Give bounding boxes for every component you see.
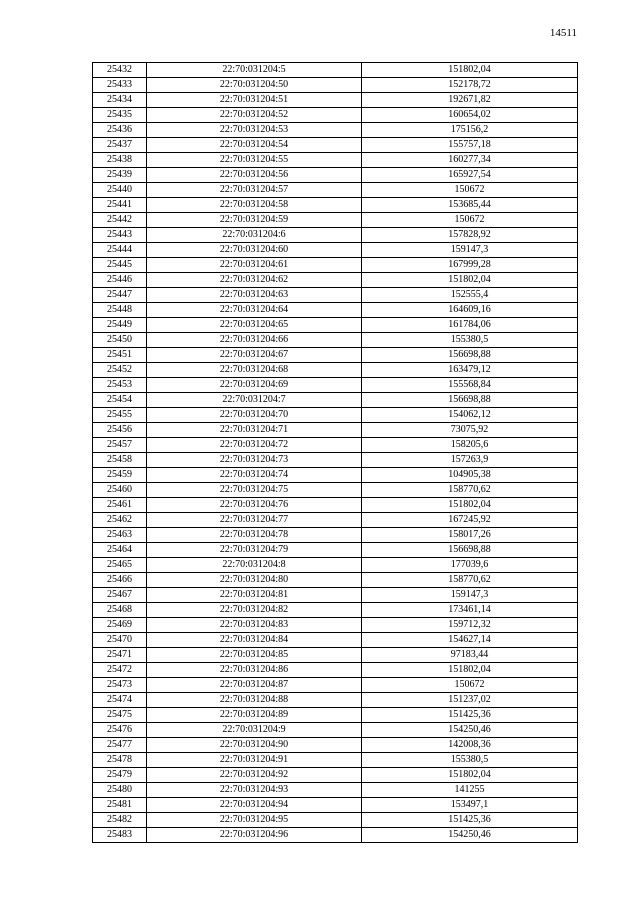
row-number-cell: 25454: [93, 393, 147, 408]
table-row: [93, 303, 578, 318]
cadastral-number-cell: 22:70:031204:71: [147, 423, 362, 438]
cadastral-number-cell: 22:70:031204:53: [147, 123, 362, 138]
table-row: [93, 768, 578, 783]
row-number-cell: 25462: [93, 513, 147, 528]
row-number-cell: 25443: [93, 228, 147, 243]
cadastral-value-cell: 150672: [362, 183, 578, 198]
table-row: [93, 258, 578, 273]
table-row: [93, 678, 578, 693]
cadastral-value-cell: 157263,9: [362, 453, 578, 468]
row-number-cell: 25478: [93, 753, 147, 768]
cadastral-value-cell: 158017,26: [362, 528, 578, 543]
cadastral-value-cell: 150672: [362, 678, 578, 693]
cadastral-value-cell: 155380,5: [362, 753, 578, 768]
row-number-cell: 25452: [93, 363, 147, 378]
row-number-cell: 25473: [93, 678, 147, 693]
table-row: [93, 318, 578, 333]
cadastral-value-cell: 155568,84: [362, 378, 578, 393]
cadastral-value-cell: 154627,14: [362, 633, 578, 648]
table-row: [93, 153, 578, 168]
row-number-cell: 25461: [93, 498, 147, 513]
cadastral-number-cell: 22:70:031204:85: [147, 648, 362, 663]
row-number-cell: 25444: [93, 243, 147, 258]
cadastral-number-cell: 22:70:031204:89: [147, 708, 362, 723]
cadastral-value-cell: 151237,02: [362, 693, 578, 708]
cadastral-value-cell: 173461,14: [362, 603, 578, 618]
table-row: [93, 468, 578, 483]
table-row: [93, 483, 578, 498]
cadastral-number-cell: 22:70:031204:78: [147, 528, 362, 543]
cadastral-value-cell: 158770,62: [362, 483, 578, 498]
cadastral-number-cell: 22:70:031204:9: [147, 723, 362, 738]
cadastral-number-cell: 22:70:031204:88: [147, 693, 362, 708]
table-row: [93, 528, 578, 543]
cadastral-number-cell: 22:70:031204:7: [147, 393, 362, 408]
table-row: [93, 648, 578, 663]
row-number-cell: 25479: [93, 768, 147, 783]
cadastral-number-cell: 22:70:031204:52: [147, 108, 362, 123]
table-row: [93, 198, 578, 213]
cadastral-number-cell: 22:70:031204:86: [147, 663, 362, 678]
cadastral-value-cell: 155757,18: [362, 138, 578, 153]
row-number-cell: 25463: [93, 528, 147, 543]
cadastral-number-cell: 22:70:031204:87: [147, 678, 362, 693]
table-row: [93, 543, 578, 558]
cadastral-value-cell: 151802,04: [362, 768, 578, 783]
table-row: [93, 333, 578, 348]
cadastral-value-cell: 152178,72: [362, 78, 578, 93]
table-row: [93, 618, 578, 633]
table-row: [93, 288, 578, 303]
row-number-cell: 25436: [93, 123, 147, 138]
row-number-cell: 25475: [93, 708, 147, 723]
table-row: [93, 393, 578, 408]
row-number-cell: 25459: [93, 468, 147, 483]
cadastral-value-cell: 163479,12: [362, 363, 578, 378]
table-row: [93, 63, 578, 78]
cadastral-value-cell: 160277,34: [362, 153, 578, 168]
cadastral-number-cell: 22:70:031204:59: [147, 213, 362, 228]
cadastral-value-cell: 73075,92: [362, 423, 578, 438]
row-number-cell: 25432: [93, 63, 147, 78]
cadastral-number-cell: 22:70:031204:76: [147, 498, 362, 513]
row-number-cell: 25448: [93, 303, 147, 318]
cadastral-number-cell: 22:70:031204:5: [147, 63, 362, 78]
table-row: [93, 228, 578, 243]
row-number-cell: 25472: [93, 663, 147, 678]
table-row: [93, 78, 578, 93]
cadastral-value-cell: 167999,28: [362, 258, 578, 273]
table-row: [93, 693, 578, 708]
cadastral-number-cell: 22:70:031204:74: [147, 468, 362, 483]
table-row: [93, 168, 578, 183]
cadastral-value-cell: 161784,06: [362, 318, 578, 333]
table-row: [93, 243, 578, 258]
row-number-cell: 25480: [93, 783, 147, 798]
table-row: [93, 708, 578, 723]
table-row: [93, 453, 578, 468]
cadastral-value-cell: 154250,46: [362, 723, 578, 738]
cadastral-number-cell: 22:70:031204:82: [147, 603, 362, 618]
cadastral-value-cell: 160654,02: [362, 108, 578, 123]
row-number-cell: 25437: [93, 138, 147, 153]
table-row: [93, 663, 578, 678]
table-row: [93, 273, 578, 288]
cadastral-number-cell: 22:70:031204:50: [147, 78, 362, 93]
row-number-cell: 25464: [93, 543, 147, 558]
cadastral-number-cell: 22:70:031204:56: [147, 168, 362, 183]
cadastral-value-cell: 153497,1: [362, 798, 578, 813]
cadastral-number-cell: 22:70:031204:72: [147, 438, 362, 453]
table-row: [93, 738, 578, 753]
row-number-cell: 25457: [93, 438, 147, 453]
row-number-cell: 25477: [93, 738, 147, 753]
cadastral-number-cell: 22:70:031204:79: [147, 543, 362, 558]
cadastral-value-cell: 156698,88: [362, 348, 578, 363]
cadastral-number-cell: 22:70:031204:70: [147, 408, 362, 423]
table-row: [93, 408, 578, 423]
row-number-cell: 25438: [93, 153, 147, 168]
table-row: [93, 633, 578, 648]
cadastral-value-cell: 151802,04: [362, 663, 578, 678]
table-row: [93, 513, 578, 528]
table-row: [93, 123, 578, 138]
cadastral-value-cell: 158770,62: [362, 573, 578, 588]
table-row: [93, 558, 578, 573]
cadastral-value-cell: 142008,36: [362, 738, 578, 753]
row-number-cell: 25451: [93, 348, 147, 363]
cadastral-value-cell: 97183,44: [362, 648, 578, 663]
row-number-cell: 25468: [93, 603, 147, 618]
cadastral-value-cell: 151802,04: [362, 498, 578, 513]
cadastral-number-cell: 22:70:031204:93: [147, 783, 362, 798]
table-row: [93, 723, 578, 738]
table-row: [93, 438, 578, 453]
cadastral-value-cell: 151425,36: [362, 708, 578, 723]
cadastral-number-cell: 22:70:031204:6: [147, 228, 362, 243]
cadastral-number-cell: 22:70:031204:54: [147, 138, 362, 153]
row-number-cell: 25469: [93, 618, 147, 633]
table-row: [93, 378, 578, 393]
table-row: [93, 603, 578, 618]
cadastral-value-cell: 156698,88: [362, 543, 578, 558]
cadastral-number-cell: 22:70:031204:61: [147, 258, 362, 273]
table-row: [93, 498, 578, 513]
row-number-cell: 25441: [93, 198, 147, 213]
row-number-cell: 25483: [93, 828, 147, 843]
cadastral-number-cell: 22:70:031204:69: [147, 378, 362, 393]
table-body: [93, 63, 578, 843]
cadastral-value-cell: 177039,6: [362, 558, 578, 573]
cadastral-number-cell: 22:70:031204:95: [147, 813, 362, 828]
cadastral-number-cell: 22:70:031204:8: [147, 558, 362, 573]
cadastral-number-cell: 22:70:031204:94: [147, 798, 362, 813]
cadastral-number-cell: 22:70:031204:57: [147, 183, 362, 198]
cadastral-value-cell: 158205,6: [362, 438, 578, 453]
table-row: [93, 753, 578, 768]
cadastral-value-cell: 157828,92: [362, 228, 578, 243]
cadastral-value-cell: 159712,32: [362, 618, 578, 633]
table-row: [93, 348, 578, 363]
cadastral-number-cell: 22:70:031204:64: [147, 303, 362, 318]
row-number-cell: 25482: [93, 813, 147, 828]
cadastral-number-cell: 22:70:031204:91: [147, 753, 362, 768]
row-number-cell: 25446: [93, 273, 147, 288]
cadastral-value-cell: 156698,88: [362, 393, 578, 408]
cadastral-value-cell: 165927,54: [362, 168, 578, 183]
cadastral-number-cell: 22:70:031204:81: [147, 588, 362, 603]
cadastral-number-cell: 22:70:031204:90: [147, 738, 362, 753]
row-number-cell: 25476: [93, 723, 147, 738]
row-number-cell: 25433: [93, 78, 147, 93]
row-number-cell: 25456: [93, 423, 147, 438]
cadastral-value-cell: 104905,38: [362, 468, 578, 483]
cadastral-number-cell: 22:70:031204:83: [147, 618, 362, 633]
row-number-cell: 25467: [93, 588, 147, 603]
cadastral-value-cell: 167245,92: [362, 513, 578, 528]
cadastral-number-cell: 22:70:031204:92: [147, 768, 362, 783]
table-row: [93, 588, 578, 603]
table-row: [93, 828, 578, 843]
cadastral-number-cell: 22:70:031204:75: [147, 483, 362, 498]
row-number-cell: 25471: [93, 648, 147, 663]
cadastral-number-cell: 22:70:031204:66: [147, 333, 362, 348]
table-row: [93, 93, 578, 108]
table-row: [93, 573, 578, 588]
cadastral-value-cell: 151425,36: [362, 813, 578, 828]
cadastral-number-cell: 22:70:031204:73: [147, 453, 362, 468]
cadastral-value-cell: 159147,3: [362, 588, 578, 603]
row-number-cell: 25458: [93, 453, 147, 468]
table-row: [93, 423, 578, 438]
table-row: [93, 108, 578, 123]
table-row: [93, 138, 578, 153]
cadastral-value-cell: 153685,44: [362, 198, 578, 213]
table-row: [93, 783, 578, 798]
cadastral-number-cell: 22:70:031204:55: [147, 153, 362, 168]
cadastral-number-cell: 22:70:031204:68: [147, 363, 362, 378]
row-number-cell: 25455: [93, 408, 147, 423]
page-number: 14511: [549, 27, 577, 39]
cadastral-value-cell: 192671,82: [362, 93, 578, 108]
row-number-cell: 25465: [93, 558, 147, 573]
cadastral-number-cell: 22:70:031204:67: [147, 348, 362, 363]
cadastral-number-cell: 22:70:031204:63: [147, 288, 362, 303]
cadastral-value-cell: 154062,12: [362, 408, 578, 423]
row-number-cell: 25445: [93, 258, 147, 273]
row-number-cell: 25439: [93, 168, 147, 183]
table-row: [93, 183, 578, 198]
row-number-cell: 25481: [93, 798, 147, 813]
cadastral-value-cell: 175156,2: [362, 123, 578, 138]
row-number-cell: 25474: [93, 693, 147, 708]
row-number-cell: 25453: [93, 378, 147, 393]
row-number-cell: 25449: [93, 318, 147, 333]
row-number-cell: 25466: [93, 573, 147, 588]
cadastral-value-table: [92, 62, 578, 843]
cadastral-number-cell: 22:70:031204:96: [147, 828, 362, 843]
cadastral-value-cell: 151802,04: [362, 273, 578, 288]
cadastral-number-cell: 22:70:031204:62: [147, 273, 362, 288]
row-number-cell: 25442: [93, 213, 147, 228]
cadastral-value-cell: 150672: [362, 213, 578, 228]
cadastral-value-cell: 159147,3: [362, 243, 578, 258]
cadastral-value-cell: 151802,04: [362, 63, 578, 78]
table-row: [93, 798, 578, 813]
cadastral-number-cell: 22:70:031204:51: [147, 93, 362, 108]
cadastral-value-cell: 164609,16: [362, 303, 578, 318]
table-row: [93, 213, 578, 228]
cadastral-value-cell: 155380,5: [362, 333, 578, 348]
row-number-cell: 25440: [93, 183, 147, 198]
cadastral-number-cell: 22:70:031204:60: [147, 243, 362, 258]
cadastral-number-cell: 22:70:031204:84: [147, 633, 362, 648]
row-number-cell: 25434: [93, 93, 147, 108]
cadastral-number-cell: 22:70:031204:77: [147, 513, 362, 528]
cadastral-number-cell: 22:70:031204:80: [147, 573, 362, 588]
row-number-cell: 25435: [93, 108, 147, 123]
table-row: [93, 363, 578, 378]
cadastral-number-cell: 22:70:031204:65: [147, 318, 362, 333]
row-number-cell: 25470: [93, 633, 147, 648]
table-row: [93, 813, 578, 828]
cadastral-value-cell: 141255: [362, 783, 578, 798]
cadastral-value-cell: 154250,46: [362, 828, 578, 843]
cadastral-value-cell: 152555,4: [362, 288, 578, 303]
cadastral-number-cell: 22:70:031204:58: [147, 198, 362, 213]
row-number-cell: 25447: [93, 288, 147, 303]
row-number-cell: 25460: [93, 483, 147, 498]
row-number-cell: 25450: [93, 333, 147, 348]
